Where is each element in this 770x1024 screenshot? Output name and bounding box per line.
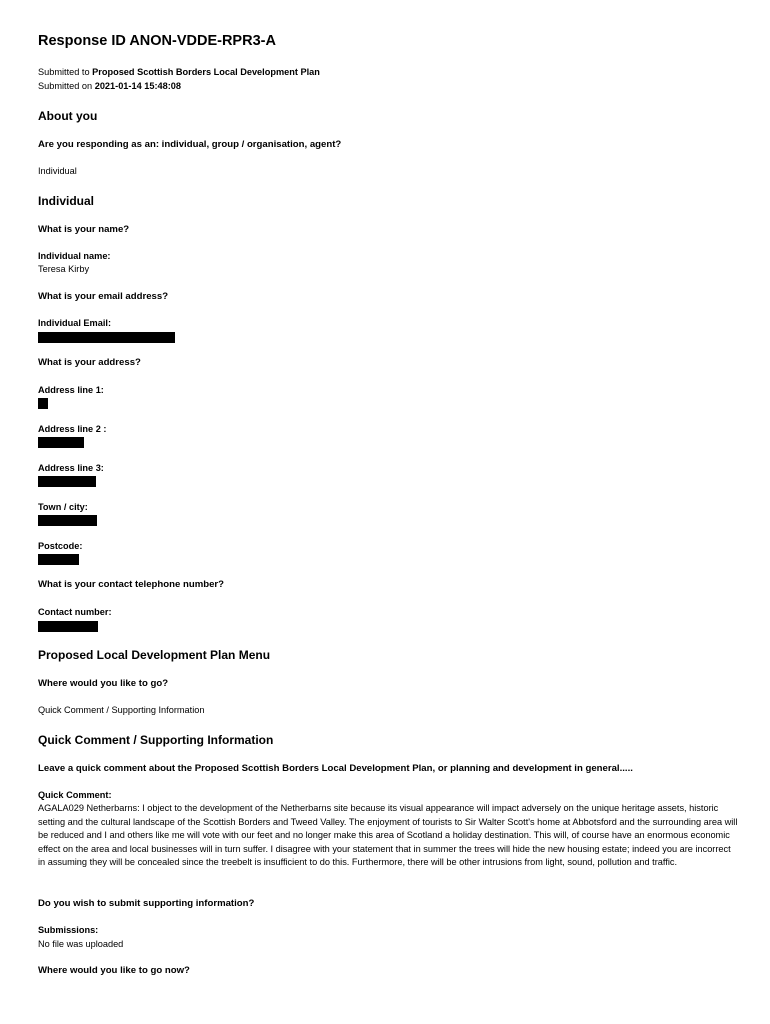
question-quick-comment: Leave a quick comment about the Proposed Scottish Borders Local Development Plan, or planning and development in general..... (38, 763, 633, 774)
submitted-on-value: 2021-01-14 15:48:08 (94, 81, 182, 91)
label-address-line-3: Address line 3: (38, 463, 104, 473)
redaction-address-line-1 (38, 398, 48, 409)
section-heading-individual: Individual (38, 194, 95, 208)
section-heading-about: About you (38, 109, 98, 123)
answer-respondent-type: Individual (38, 166, 77, 176)
label-individual-name: Individual name: (38, 251, 111, 261)
question-telephone: What is your contact telephone number? (38, 579, 225, 590)
label-address-line-1: Address line 1: (38, 385, 104, 395)
section-heading-quick-comment: Quick Comment / Supporting Information (38, 733, 274, 747)
answer-where-to-go: Quick Comment / Supporting Information (38, 705, 205, 715)
quick-comment-text: AGALA029 Netherbarns: I object to the development of the Netherbarns site because its visual appearance will impact adversely on the unique heritage assets, historic setting and the cultural landscape of the Scottish Borders and Tweed Valley. The enjoyment of tourists to Sir Walter Scott's home at Abbotsford and the surrounding area will be reduced and I and others like me will vote with our feet and no longer make this area of Scotland a holiday destination. This will, of course have an enormous economic effect on the area and local businesses will in turn suffer. I disagree with your statement that in summer the trees will hide the new housing estate; indeed you are incorrect in assuming they will be concealed since the treebelt is insufficient to do this. Furthermore, there will be other intrusions from light, sound, pollution and traffic. (38, 803, 738, 867)
question-where-to-go: Where would you like to go? (38, 678, 169, 689)
question-address: What is your address? (38, 357, 141, 368)
section-heading-menu: Proposed Local Development Plan Menu (38, 648, 271, 662)
label-postcode: Postcode: (38, 541, 83, 551)
question-name: What is your name? (38, 224, 130, 235)
label-individual-email: Individual Email: (38, 318, 112, 328)
label-contact-number: Contact number: (38, 607, 112, 617)
submitted-to-value: Proposed Scottish Borders Local Development Plan (92, 67, 320, 77)
question-supporting-info: Do you wish to submit supporting information? (38, 898, 255, 909)
value-individual-name: Teresa Kirby (38, 264, 90, 274)
question-respondent-type: Are you responding as an: individual, group / organisation, agent? (38, 139, 342, 150)
submitted-on-line (38, 81, 181, 91)
question-email: What is your email address? (38, 291, 169, 302)
redaction-address-line-2 (38, 437, 84, 448)
redaction-email (38, 332, 175, 343)
label-town-city: Town / city: (38, 502, 88, 512)
label-submissions: Submissions: (38, 925, 99, 935)
redaction-postcode (38, 554, 79, 565)
redaction-town-city (38, 515, 97, 526)
submitted-on-label: Submitted on (38, 81, 93, 91)
value-submissions: No file was uploaded (38, 939, 124, 949)
redaction-address-line-3 (38, 476, 96, 487)
redaction-contact-number (38, 621, 98, 632)
question-where-next: Where would you like to go now? (38, 965, 190, 976)
submitted-to-line (38, 67, 320, 77)
submitted-to-label: Submitted to (38, 67, 90, 77)
response-title: Response ID ANON-VDDE-RPR3-A (38, 33, 276, 49)
label-quick-comment: Quick Comment: (38, 790, 112, 800)
label-address-line-2: Address line 2 : (38, 424, 107, 434)
